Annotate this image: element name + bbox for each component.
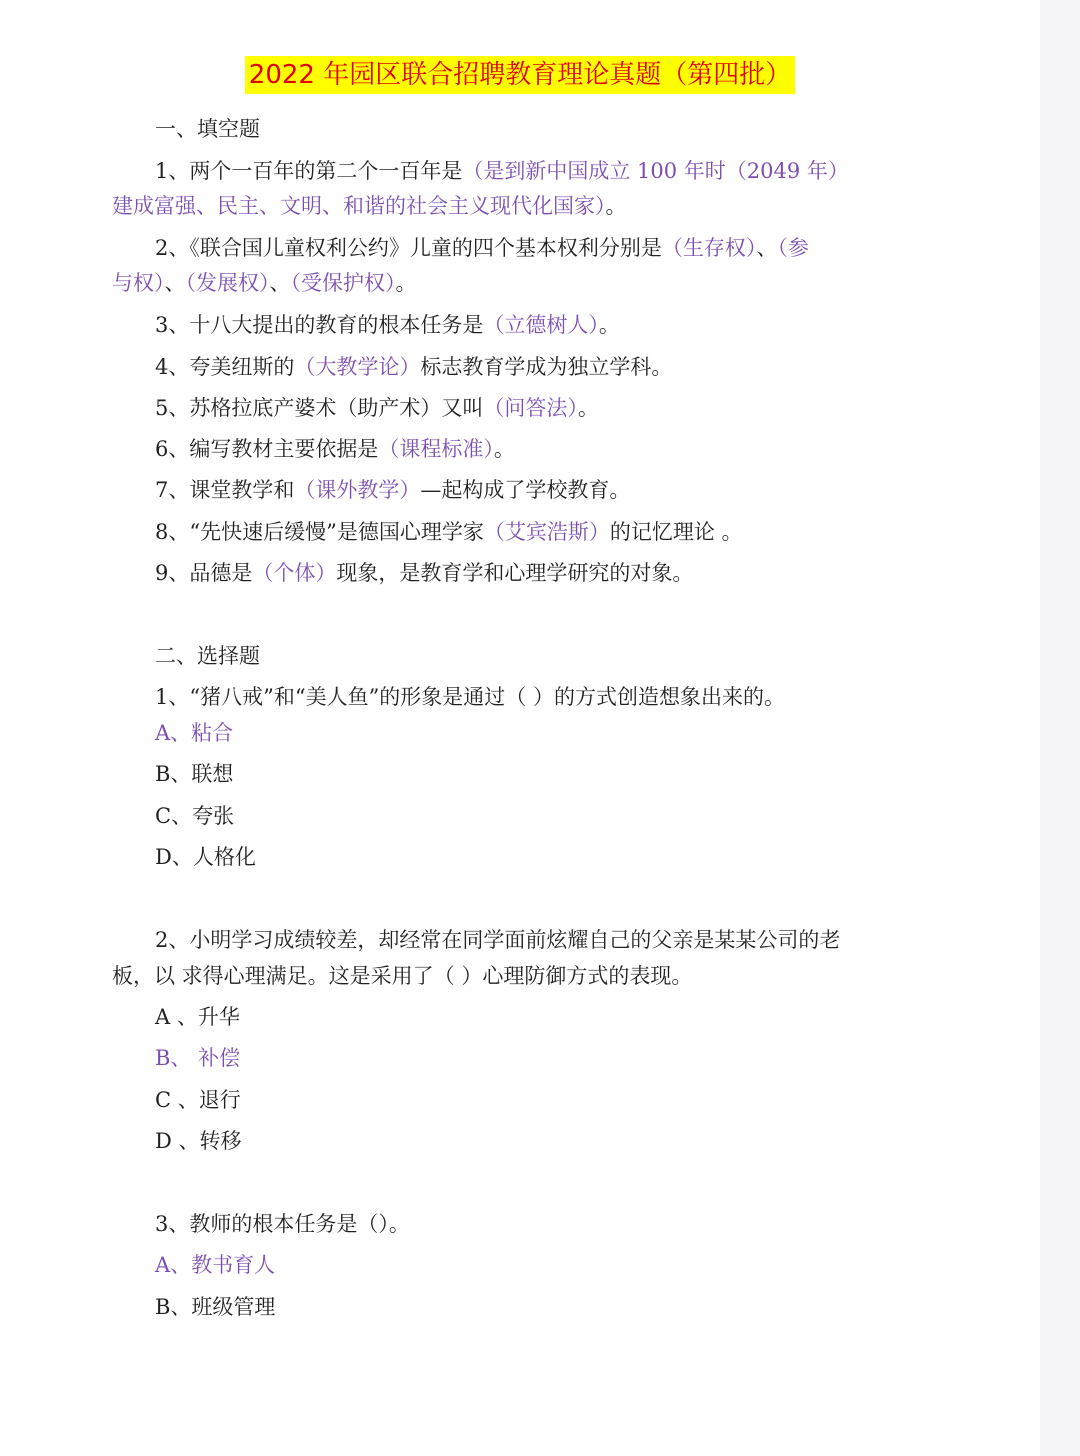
fill-q5-answer: （问答法） xyxy=(483,396,578,420)
mc-q2-option-a: A 、升华 xyxy=(155,1005,240,1029)
mc-q2-option-b: B、 补偿 xyxy=(155,1046,241,1070)
fill-q5 xyxy=(155,391,599,425)
fill-q3-suffix: 。 xyxy=(598,313,620,337)
mc-q2-stem-line1: 2、小明学习成绩较差，却经常在同学面前炫耀自己的父亲是某某公司的老 xyxy=(155,928,841,952)
fill-q3-prefix: 3、十八大提出的教育的根本任务是 xyxy=(155,313,484,337)
fill-q2-sep-2: 、 xyxy=(164,271,186,295)
mc-q1-option-c: C、夸张 xyxy=(155,804,235,828)
title-container xyxy=(0,56,1040,94)
mc-q1-stem: 1、“猪八戒”和“美人鱼”的形象是通过（ ）的方式创造想象出来的。 xyxy=(155,685,785,709)
fill-q7-prefix: 7、课堂教学和 xyxy=(155,478,295,502)
fill-q4 xyxy=(155,350,672,384)
fill-q2-suffix: 。 xyxy=(395,271,417,295)
fill-q1-answer-part2: 建成富强、民主、文明、和谐的社会主义现代化国家） xyxy=(112,194,606,218)
fill-q8-answer: （艾宾浩斯） xyxy=(483,520,610,544)
section-heading-multiple-choice: 二、选择题 xyxy=(155,644,260,668)
fill-q9 xyxy=(155,556,693,590)
fill-q1-suffix: 。 xyxy=(605,194,627,218)
fill-q8-suffix: 的记忆理论 。 xyxy=(609,520,743,544)
page-title: 2022 年园区联合招聘教育理论真题（第四批） xyxy=(245,56,795,94)
fill-q8-prefix: 8、“先快速后缓慢”是德国心理学家 xyxy=(155,520,484,544)
fill-q2-prefix: 2、《联合国儿童权利公约》儿童的四个基本权利分别是 xyxy=(155,236,662,260)
fill-q6-prefix: 6、编写教材主要依据是 xyxy=(155,437,379,461)
fill-q2-sep-3: 、 xyxy=(269,271,291,295)
fill-q7 xyxy=(155,473,630,507)
fill-q2-answer-4: （受保护权） xyxy=(290,271,396,295)
fill-q1-line2 xyxy=(112,189,627,223)
mc-q3-option-a: A、教书育人 xyxy=(155,1253,276,1277)
fill-q8 xyxy=(155,515,743,549)
fill-q4-suffix: 标志教育学成为独立学科。 xyxy=(420,355,673,379)
fill-q1-prefix: 1、两个一百年的第二个一百年是 xyxy=(155,159,463,183)
fill-q2-sep-1: 、 xyxy=(756,236,778,260)
fill-q6 xyxy=(155,432,515,466)
fill-q9-answer: （个体） xyxy=(252,561,337,585)
fill-q2-answer-3: （发展权） xyxy=(185,271,270,295)
fill-q5-suffix: 。 xyxy=(577,396,599,420)
fill-q5-prefix: 5、苏格拉底产婆术（助产术）又叫 xyxy=(155,396,484,420)
fill-q2-answer-1: （生存权） xyxy=(661,236,757,260)
fill-q4-answer: （大教学论） xyxy=(294,355,421,379)
mc-q1-option-d: D、人格化 xyxy=(155,845,256,869)
fill-q9-suffix: 现象，是教育学和心理学研究的对象。 xyxy=(336,561,694,585)
fill-q4-prefix: 4、夸美纽斯的 xyxy=(155,355,295,379)
section-heading-fill-in: 一、填空题 xyxy=(155,117,260,141)
fill-q3 xyxy=(155,308,620,342)
fill-q2-line2 xyxy=(112,266,417,300)
fill-q7-suffix: —起构成了学校教育。 xyxy=(420,478,631,502)
fill-q7-answer: （课外教学） xyxy=(294,478,421,502)
mc-q2-option-c: C 、退行 xyxy=(155,1088,241,1112)
mc-q3-stem: 3、教师的根本任务是（）。 xyxy=(155,1212,410,1236)
fill-q3-answer: （立德树人） xyxy=(483,313,599,337)
fill-q2-line1 xyxy=(155,231,809,265)
fill-q2-answer-2-part2: 与权） xyxy=(112,271,165,295)
fill-q6-answer: （课程标准） xyxy=(378,437,494,461)
fill-q1-answer-part1: （是到新中国成立 100 年时（2049 年） xyxy=(462,159,849,183)
mc-q2-option-d: D 、转移 xyxy=(155,1129,242,1153)
mc-q1-option-b: B、联想 xyxy=(155,762,234,786)
fill-q9-prefix: 9、品德是 xyxy=(155,561,253,585)
fill-q2-answer-2-part1: （参 xyxy=(777,236,809,260)
fill-q1-line1 xyxy=(155,154,849,188)
mc-q1-option-a: A、粘合 xyxy=(155,721,234,745)
mc-q2-stem-line2: 板，以 求得心理满足。这是采用了（ ）心理防御方式的表现。 xyxy=(112,964,693,988)
fill-q6-suffix: 。 xyxy=(493,437,515,461)
mc-q3-option-b: B、班级管理 xyxy=(155,1295,276,1319)
